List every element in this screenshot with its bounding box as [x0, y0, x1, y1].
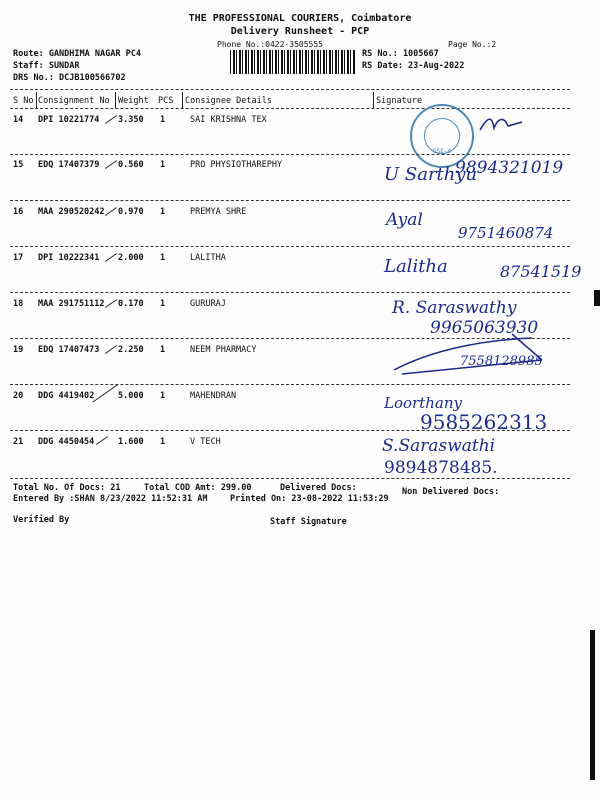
row-consignment: MAA 291751112	[38, 299, 105, 309]
row-pcs: 1	[160, 299, 166, 309]
row-consignment: DDG 4450454	[38, 437, 95, 447]
tick-mark	[105, 345, 117, 354]
row-consignee: PRO PHYSIOTHAREPHY	[190, 160, 283, 170]
scan-edge-mark	[594, 290, 600, 306]
row-phone: 87541519	[500, 262, 582, 281]
row-phone: 9894321019	[455, 158, 564, 178]
row-consignee: PREMYA SHRE	[190, 207, 247, 217]
verified-by: Verified By	[13, 515, 70, 525]
col-signature: Signature	[376, 96, 423, 106]
row-phone: 9585262313	[420, 410, 548, 434]
total-docs: Total No. Of Docs: 21	[13, 483, 121, 493]
phone-number: Phone No.:0422-3505555	[217, 40, 323, 49]
col-divider	[115, 92, 116, 108]
row-divider	[10, 200, 570, 201]
row-consignment: EDQ 17407473	[38, 345, 100, 355]
row-weight: 1.600	[118, 437, 144, 447]
row-pcs: 1	[160, 345, 166, 355]
row-consignment: MAA 290520242	[38, 207, 105, 217]
row-pcs: 1	[160, 115, 166, 125]
row-phone: 9894878485.	[384, 458, 498, 478]
row-signature: U Sarthyu	[384, 164, 478, 185]
scribble-strikethrough	[392, 330, 572, 380]
row-signature: Lalitha	[384, 256, 448, 277]
row-divider	[10, 430, 570, 431]
company-title: THE PROFESSIONAL COURIERS, Coimbatore	[188, 13, 412, 24]
row-consignment: DPI 10222341	[38, 253, 100, 263]
row-phone: 7558128985	[460, 354, 543, 369]
staff-signature: Staff Signature	[270, 517, 347, 527]
row-consignment: DPI 10221774	[38, 115, 100, 125]
table-header-rule	[10, 108, 570, 109]
row-consignment: DDG 4419402	[38, 391, 95, 401]
row-consignee: LALITHA	[190, 253, 226, 263]
route: Route: GANDHIMA NAGAR PC4	[13, 49, 141, 59]
tick-mark	[105, 115, 117, 124]
row-sno: 17	[13, 253, 24, 263]
delivered-docs: Delivered Docs:	[280, 483, 357, 493]
row-signature: S.Saraswathi	[382, 436, 496, 456]
non-delivered-docs: Non Delivered Docs:	[402, 487, 500, 497]
col-divider	[373, 92, 374, 108]
col-weight: Weight	[118, 96, 149, 106]
table-top-rule	[10, 89, 570, 90]
tick-mark	[105, 207, 117, 216]
row-consignee: GURURAJ	[190, 299, 226, 309]
row-phone: 9751460874	[458, 224, 554, 242]
total-cod: Total COD Amt: 299.00	[144, 483, 252, 493]
row-pcs: 1	[160, 253, 166, 263]
staff: Staff: SUNDAR	[13, 61, 80, 71]
row-sno: 19	[13, 345, 24, 355]
row-divider	[10, 154, 570, 155]
row-signature: Loorthany	[384, 394, 462, 412]
row-weight: 2.250	[118, 345, 144, 355]
row-weight: 3.350	[118, 115, 144, 125]
row-phone: 9965063930	[430, 318, 539, 338]
table-bottom-rule	[10, 478, 570, 479]
col-consignment: Consignment No	[38, 96, 110, 106]
row-weight: 0.970	[118, 207, 144, 217]
row-weight: 2.000	[118, 253, 144, 263]
row-divider	[10, 246, 570, 247]
handwritten-signature	[478, 112, 528, 136]
row-divider	[10, 384, 570, 385]
row-sno: 18	[13, 299, 24, 309]
stamp-code: GSE-4	[432, 148, 452, 155]
printed-on: Printed On: 23-08-2022 11:53:29	[230, 494, 389, 504]
document-subtitle: Delivery Runsheet - PCP	[230, 26, 370, 37]
scan-edge-mark	[590, 630, 595, 780]
drs-number: DRS No.: DCJB100566702	[13, 73, 126, 83]
entered-by: Entered By :SHAN 8/23/2022 11:52:31 AM	[13, 494, 208, 504]
tick-mark	[105, 299, 117, 308]
row-weight: 0.560	[118, 160, 144, 170]
row-sno: 21	[13, 437, 24, 447]
row-consignee: SAI KRISHNA TEX	[190, 115, 267, 125]
col-consignee: Consignee Details	[185, 96, 272, 106]
tick-mark	[92, 384, 117, 402]
row-consignee: V TECH	[190, 437, 221, 447]
col-divider	[182, 92, 183, 108]
row-pcs: 1	[160, 160, 166, 170]
row-signature: Ayal	[386, 210, 423, 230]
row-sno: 20	[13, 391, 24, 401]
tick-mark	[96, 436, 108, 445]
row-consignment: EDQ 17407379	[38, 160, 100, 170]
tick-mark	[105, 253, 117, 262]
row-signature: R. Saraswathy	[392, 298, 517, 318]
row-consignee: NEEM PHARMACY	[190, 345, 257, 355]
row-pcs: 1	[160, 207, 166, 217]
rs-number: RS No.: 1005667	[362, 49, 439, 59]
col-divider	[36, 92, 37, 108]
tick-mark	[105, 160, 117, 169]
row-sno: 16	[13, 207, 24, 217]
row-sno: 15	[13, 160, 24, 170]
row-weight: 5.000	[118, 391, 144, 401]
row-pcs: 1	[160, 437, 166, 447]
row-sno: 14	[13, 115, 24, 125]
barcode	[230, 50, 355, 74]
row-pcs: 1	[160, 391, 166, 401]
rs-date: RS Date: 23-Aug-2022	[362, 61, 465, 71]
row-weight: 0.170	[118, 299, 144, 309]
col-sno: S No	[13, 96, 34, 106]
col-pcs: PCS	[158, 96, 174, 106]
row-consignee: MAHENDRAN	[190, 391, 237, 401]
row-divider	[10, 292, 570, 293]
page-number: Page No.:2	[448, 40, 497, 49]
